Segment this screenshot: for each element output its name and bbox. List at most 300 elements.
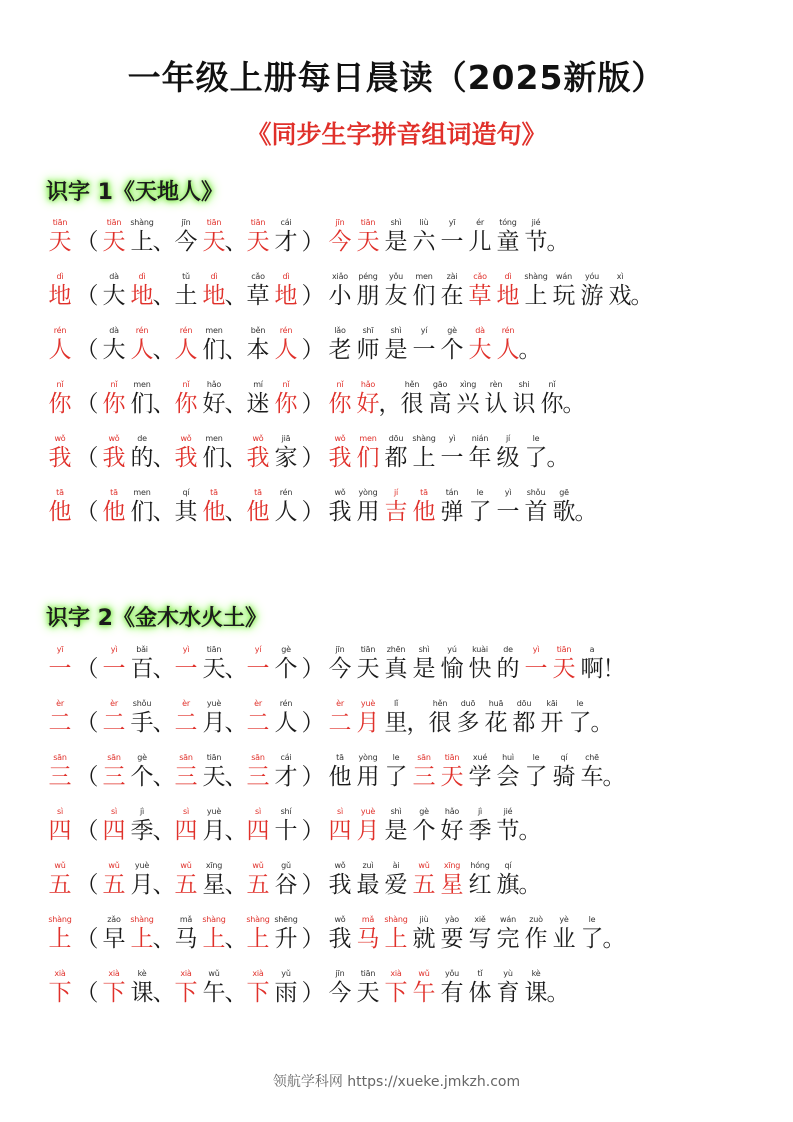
hanzi: 用: [356, 764, 380, 790]
pinyin: cǎo: [473, 272, 487, 281]
hanzi: 天: [356, 980, 380, 1006]
highlighted-character: [522, 645, 550, 683]
pinyin: wán: [556, 272, 572, 281]
hanzi: 我: [328, 926, 352, 952]
reading-line: [46, 969, 570, 1007]
hanzi: 三: [412, 764, 436, 790]
hanzi: 里: [384, 710, 408, 736]
character: [224, 380, 248, 418]
character: [224, 969, 248, 1007]
hanzi: （: [75, 391, 99, 417]
pinyin: lǐ: [393, 699, 399, 708]
highlighted-character: [410, 488, 438, 526]
hanzi: 我: [102, 445, 126, 471]
character: [326, 272, 354, 310]
highlighted-character: [326, 218, 354, 256]
character: [74, 218, 100, 256]
hanzi: 、: [152, 980, 176, 1006]
pinyin: men: [205, 434, 223, 443]
pinyin: cái: [280, 218, 292, 227]
hanzi: 上: [246, 926, 270, 952]
pinyin: nǐ: [282, 380, 290, 389]
hanzi: 一: [496, 499, 520, 525]
reading-line: [46, 434, 570, 472]
hanzi: 很: [428, 710, 452, 736]
pinyin: tiān: [250, 218, 266, 227]
pinyin: dà: [109, 326, 119, 335]
character: [300, 272, 326, 310]
hanzi: 。: [546, 980, 570, 1006]
hanzi: 、: [224, 499, 248, 525]
hanzi: 、: [152, 818, 176, 844]
highlighted-character: [100, 218, 128, 256]
character: [382, 753, 410, 791]
hanzi: 五: [174, 872, 198, 898]
pinyin: xìng: [459, 380, 477, 389]
character: [152, 645, 176, 683]
hanzi: 一: [48, 656, 72, 682]
character: [100, 915, 128, 953]
character: [466, 488, 494, 526]
footer-watermark: 领航学科网 https://xueke.jmkzh.com: [272, 1074, 521, 1090]
character: [272, 434, 300, 472]
hanzi: 最: [356, 872, 380, 898]
pinyin: gāo: [432, 380, 448, 389]
character: [466, 645, 494, 683]
pinyin: zuò: [529, 915, 543, 924]
hanzi: 年: [468, 445, 492, 471]
hanzi: 们: [130, 391, 154, 417]
hanzi: 地: [496, 283, 520, 309]
highlighted-character: [172, 326, 200, 364]
highlighted-character: [172, 861, 200, 899]
pinyin: ài: [392, 861, 400, 870]
hanzi: 的: [496, 656, 520, 682]
character: [518, 807, 542, 845]
character: [410, 272, 438, 310]
pinyin: shǒu: [526, 488, 546, 497]
hanzi: 土: [174, 283, 198, 309]
pinyin: rèn: [489, 380, 503, 389]
hanzi: 体: [468, 980, 492, 1006]
pinyin: jiā: [281, 434, 291, 443]
pinyin: sān: [251, 753, 265, 762]
hanzi: 旗: [496, 872, 520, 898]
hanzi: ，: [406, 710, 430, 736]
hanzi: 在: [440, 283, 464, 309]
character: [438, 807, 466, 845]
highlighted-character: [100, 380, 128, 418]
character: [410, 645, 438, 683]
character: [382, 272, 410, 310]
hanzi: 真: [384, 656, 408, 682]
hanzi: 雨: [274, 980, 298, 1006]
pinyin: shàng: [202, 915, 226, 924]
hanzi: 大: [102, 337, 126, 363]
hanzi: 节: [524, 229, 548, 255]
pinyin: wǔ: [418, 969, 430, 978]
highlighted-character: [244, 861, 272, 899]
character: [300, 326, 326, 364]
pinyin: de: [503, 645, 513, 654]
pinyin: wǒ: [54, 434, 66, 443]
highlighted-character: [494, 272, 522, 310]
hanzi: 。: [630, 283, 654, 309]
pinyin: rén: [501, 326, 515, 335]
character: [438, 915, 466, 953]
pinyin: yú: [447, 645, 457, 654]
character: [272, 218, 300, 256]
highlighted-character: [244, 488, 272, 526]
hanzi: 是: [384, 818, 408, 844]
character: [522, 753, 550, 791]
highlighted-character: [244, 434, 272, 472]
character: [244, 326, 272, 364]
character: [300, 915, 326, 953]
pinyin: xì: [616, 272, 624, 281]
highlighted-character: [382, 488, 410, 526]
pinyin: chē: [585, 753, 599, 762]
pinyin: jiù: [419, 915, 429, 924]
character: [466, 753, 494, 791]
hanzi: 上: [130, 229, 154, 255]
character: [494, 753, 522, 791]
hanzi: 上: [130, 926, 154, 952]
pinyin: dì: [56, 272, 64, 281]
hanzi: 一: [246, 656, 270, 682]
hanzi: ）: [301, 980, 325, 1006]
highlighted-character: [382, 969, 410, 1007]
hanzi: 五: [246, 872, 270, 898]
pinyin: jí: [393, 488, 399, 497]
highlighted-character: [46, 753, 74, 791]
hanzi: 啊: [580, 656, 604, 682]
hanzi: 五: [48, 872, 72, 898]
character: [438, 326, 466, 364]
hanzi: 天: [440, 764, 464, 790]
hanzi: 你: [174, 391, 198, 417]
hanzi: 车: [580, 764, 604, 790]
hanzi: 。: [518, 337, 542, 363]
hanzi: 月: [202, 710, 226, 736]
character: [382, 218, 410, 256]
character: [466, 861, 494, 899]
hanzi: 天: [356, 229, 380, 255]
pinyin: zhēn: [386, 645, 406, 654]
highlighted-character: [244, 218, 272, 256]
hanzi: 一: [440, 229, 464, 255]
hanzi: 他: [202, 499, 226, 525]
pinyin: sì: [183, 807, 189, 816]
highlighted-character: [46, 488, 74, 526]
pinyin: hóng: [470, 861, 490, 870]
hanzi: 认: [484, 391, 508, 417]
hanzi: 人: [130, 337, 154, 363]
hanzi: 、: [152, 283, 176, 309]
pinyin: rén: [135, 326, 149, 335]
pinyin: yǒu: [444, 969, 460, 978]
hanzi: 开: [540, 710, 564, 736]
pinyin: jié: [531, 218, 541, 227]
hanzi: 级: [496, 445, 520, 471]
character: [438, 272, 466, 310]
highlighted-character: [172, 753, 200, 791]
pinyin: xué: [472, 753, 488, 762]
hanzi: 星: [440, 872, 464, 898]
pinyin: wǔ: [54, 861, 66, 870]
character: [354, 488, 382, 526]
highlighted-character: [172, 807, 200, 845]
pinyin: tóng: [499, 218, 517, 227]
character: [300, 645, 326, 683]
hanzi: 、: [152, 710, 176, 736]
pinyin: wǒ: [334, 915, 346, 924]
hanzi: ）: [301, 283, 325, 309]
hanzi: 午: [202, 980, 226, 1006]
hanzi: 会: [496, 764, 520, 790]
hanzi: （: [75, 710, 99, 736]
page-title: 一年级上册每日晨读（2025新版）: [127, 58, 666, 97]
pinyin: rén: [53, 326, 67, 335]
character: [510, 380, 538, 418]
pinyin: tiān: [444, 753, 460, 762]
character: [590, 699, 614, 737]
pinyin: tā: [254, 488, 262, 497]
character: [326, 753, 354, 791]
hanzi: 草: [468, 283, 492, 309]
pinyin: yù: [503, 969, 513, 978]
highlighted-character: [354, 807, 382, 845]
pinyin: dōu: [516, 699, 532, 708]
pinyin: tiān: [360, 645, 376, 654]
hanzi: 花: [484, 710, 508, 736]
pinyin: a: [589, 645, 595, 654]
character: [522, 272, 550, 310]
character: [300, 969, 326, 1007]
hanzi: 课: [130, 980, 154, 1006]
character: [74, 488, 100, 526]
character: [494, 915, 522, 953]
character: [466, 434, 494, 472]
pinyin: nǐ: [548, 380, 556, 389]
pinyin: xīng: [443, 861, 461, 870]
pinyin: yóu: [584, 272, 600, 281]
hanzi: 。: [602, 764, 626, 790]
hanzi: 。: [518, 872, 542, 898]
highlighted-character: [272, 272, 300, 310]
hanzi: 五: [102, 872, 126, 898]
character: [224, 753, 248, 791]
highlighted-character: [438, 753, 466, 791]
character: [74, 380, 100, 418]
hanzi: 月: [202, 818, 226, 844]
pinyin: xià: [390, 969, 402, 978]
highlighted-character: [46, 218, 74, 256]
hanzi: 。: [574, 499, 598, 525]
section-heading: 识字 1《天地人》: [46, 180, 223, 205]
hanzi: 游: [580, 283, 604, 309]
hanzi: 他: [412, 499, 436, 525]
highlighted-character: [466, 326, 494, 364]
hanzi: 下: [246, 980, 270, 1006]
pinyin: èr: [56, 699, 64, 708]
hanzi: 我: [328, 499, 352, 525]
hanzi: 、: [224, 656, 248, 682]
pinyin: tiān: [556, 645, 572, 654]
character: [152, 218, 176, 256]
hanzi: 师: [356, 337, 380, 363]
hanzi: 就: [412, 926, 436, 952]
hanzi: 天: [356, 656, 380, 682]
pinyin: dì: [138, 272, 146, 281]
hanzi: 二: [48, 710, 72, 736]
hanzi: 迷: [246, 391, 270, 417]
character: [74, 434, 100, 472]
pinyin: tiān: [360, 218, 376, 227]
highlighted-character: [244, 915, 272, 953]
hanzi: 午: [412, 980, 436, 1006]
hanzi: 快: [468, 656, 492, 682]
character: [152, 488, 176, 526]
pinyin: wǒ: [334, 488, 346, 497]
character: [300, 807, 326, 845]
character: [466, 915, 494, 953]
hanzi: ）: [301, 926, 325, 952]
character: [354, 272, 382, 310]
reading-line: [46, 699, 614, 737]
hanzi: 三: [48, 764, 72, 790]
hanzi: 、: [224, 391, 248, 417]
hanzi: 你: [540, 391, 564, 417]
hanzi: 。: [562, 391, 586, 417]
hanzi: 的: [130, 445, 154, 471]
pinyin: yuè: [360, 699, 376, 708]
hanzi: 一: [440, 445, 464, 471]
hanzi: （: [75, 818, 99, 844]
hanzi: 下: [384, 980, 408, 1006]
pinyin: tán: [445, 488, 459, 497]
pinyin: nǐ: [110, 380, 118, 389]
pinyin: dì: [504, 272, 512, 281]
hanzi: 人: [274, 710, 298, 736]
hanzi: 个: [130, 764, 154, 790]
highlighted-character: [46, 699, 74, 737]
pinyin: shàng: [130, 218, 154, 227]
hanzi: 四: [174, 818, 198, 844]
pinyin: dà: [109, 272, 119, 281]
character: [300, 699, 326, 737]
character: [152, 969, 176, 1007]
hanzi: ）: [301, 656, 325, 682]
character: [172, 218, 200, 256]
hanzi: 个: [412, 818, 436, 844]
hanzi: 。: [590, 710, 614, 736]
pinyin: duō: [460, 699, 476, 708]
character: [510, 699, 538, 737]
highlighted-character: [100, 861, 128, 899]
highlighted-character: [100, 434, 128, 472]
hanzi: 百: [130, 656, 154, 682]
pinyin: yòng: [358, 488, 378, 497]
character: [224, 915, 248, 953]
pinyin: hěn: [432, 699, 448, 708]
pinyin: men: [359, 434, 377, 443]
pinyin: rén: [279, 326, 293, 335]
character: [630, 272, 654, 310]
pinyin: jié: [503, 807, 513, 816]
pinyin: èr: [182, 699, 190, 708]
hanzi: 好: [202, 391, 226, 417]
character: [522, 488, 550, 526]
hanzi: 早: [102, 926, 126, 952]
character: [300, 753, 326, 791]
pinyin: xià: [108, 969, 120, 978]
hanzi: （: [75, 872, 99, 898]
highlighted-character: [100, 753, 128, 791]
character: [494, 645, 522, 683]
hanzi: 兴: [456, 391, 480, 417]
highlighted-character: [46, 861, 74, 899]
hanzi: ）: [301, 229, 325, 255]
highlighted-character: [410, 753, 438, 791]
pinyin: ér: [476, 218, 484, 227]
highlighted-character: [326, 699, 354, 737]
hanzi: 天: [202, 229, 226, 255]
hanzi: 吉: [384, 499, 408, 525]
hanzi: 戏: [608, 283, 632, 309]
hanzi: 们: [412, 283, 436, 309]
highlighted-character: [244, 645, 272, 683]
highlighted-character: [354, 699, 382, 737]
hanzi: 、: [152, 926, 176, 952]
pinyin: yuè: [206, 699, 222, 708]
hanzi: 大: [102, 283, 126, 309]
character: [272, 807, 300, 845]
character: [482, 380, 510, 418]
pinyin: yòng: [358, 753, 378, 762]
pinyin: xià: [252, 969, 264, 978]
pinyin: shì: [390, 326, 402, 335]
character: [522, 915, 550, 953]
hanzi: 完: [496, 926, 520, 952]
hanzi: 弹: [440, 499, 464, 525]
pinyin: wǔ: [108, 861, 120, 870]
character: [272, 645, 300, 683]
pinyin: nǐ: [56, 380, 64, 389]
hanzi: 小: [328, 283, 352, 309]
pinyin: shī: [362, 326, 374, 335]
character: [494, 434, 522, 472]
hanzi: 玩: [552, 283, 576, 309]
pinyin: sān: [179, 753, 193, 762]
pinyin: hěn: [404, 380, 420, 389]
character: [378, 380, 402, 418]
character: [518, 326, 542, 364]
character: [224, 861, 248, 899]
pinyin: gè: [281, 645, 291, 654]
hanzi: 用: [356, 499, 380, 525]
character: [152, 434, 176, 472]
hanzi: 草: [246, 283, 270, 309]
hanzi: 地: [202, 283, 226, 309]
character: [410, 807, 438, 845]
character: [602, 915, 626, 953]
hanzi: 一: [174, 656, 198, 682]
pinyin: de: [137, 434, 147, 443]
hanzi: 天: [48, 229, 72, 255]
character: [518, 861, 542, 899]
character: [326, 326, 354, 364]
